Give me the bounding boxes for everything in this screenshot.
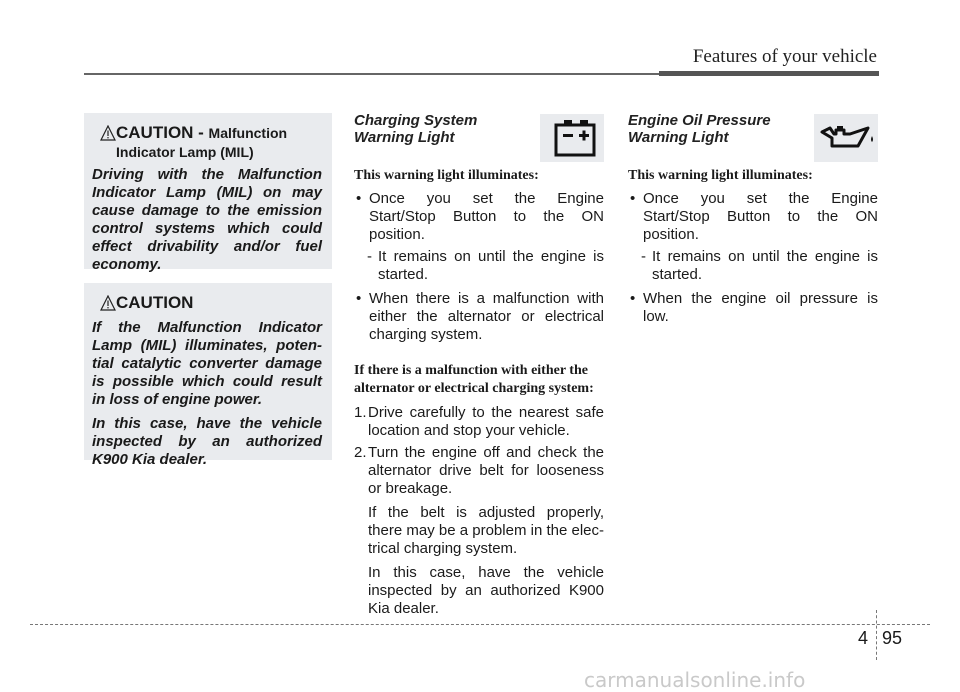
list-item: • When there is a malfunction with either the alternator or electrical charging system.	[356, 290, 604, 343]
list-item: • When the engine oil pressure is low.	[630, 290, 878, 325]
sub-item: - It remains on until the engine is started.	[367, 248, 604, 283]
footer-rule	[30, 624, 930, 625]
caution-body	[92, 319, 322, 469]
caution-heading	[92, 123, 322, 160]
sub-item-text: It remains on until the engine is started.	[652, 248, 878, 283]
caution-box-mil	[84, 113, 332, 273]
list-item-text: When there is a malfunction with either the alternator or electrical charging system.	[369, 290, 604, 343]
battery-icon	[540, 114, 604, 162]
caution-text: If the Malfunction Indicator Lamp (MIL) illuminates, poten-tial catalytic converter damage is possible which could result in loss of engine power.	[92, 319, 322, 408]
caution-title: CAUTION -	[116, 123, 209, 142]
caution-subtitle-line2: Indicator Lamp (MIL)	[116, 144, 254, 160]
malfunction-subheading: If there is a malfunction with either the alternator or electrical charging system:	[354, 363, 594, 396]
charging-warning-section	[354, 112, 604, 624]
caution-subtitle: Malfunction	[208, 125, 288, 141]
page-header-title: Features of your vehicle	[692, 46, 877, 67]
oil-can-icon	[814, 114, 878, 162]
step-number: 1.	[354, 404, 367, 421]
step-text: Turn the engine off and check the alternator drive belt for looseness or breakage.	[368, 444, 604, 497]
caution-title: CAUTION	[116, 293, 194, 312]
intro-text: This warning light illuminates:	[354, 168, 539, 183]
caution-body	[92, 166, 322, 274]
page-number: 95	[882, 628, 903, 648]
list-item: • Once you set the Engine Start/Stop Button to the ON position.	[630, 190, 878, 243]
watermark: carmanualsonline.info	[584, 668, 806, 692]
step-number: 2.	[354, 444, 367, 461]
page-number-divider	[876, 610, 877, 660]
list-item-text: Once you set the Engine Start/Stop Button to the ON position.	[643, 190, 878, 243]
sub-item-text: It remains on until the engine is started.	[378, 248, 604, 283]
step-text: Drive carefully to the nearest safe location and stop your vehicle.	[368, 404, 604, 439]
caution-heading	[92, 293, 322, 313]
intro-text: This warning light illuminates:	[628, 168, 813, 183]
section-title: Engine Oil Pressure Warning Light	[628, 112, 771, 146]
chapter-number: 4	[858, 628, 869, 648]
paragraph: In this case, have the vehicle inspected by an authorized K900 Kia dealer.	[368, 564, 604, 617]
warning-triangle-icon	[100, 295, 116, 311]
section-title: Charging System Warning Light	[354, 112, 478, 146]
step-item	[354, 444, 604, 498]
paragraph: If the belt is adjusted properly, there may be a problem in the elec-trical charging system.	[368, 504, 604, 557]
oil-pressure-warning-section	[628, 112, 878, 329]
caution-box-catalytic	[84, 283, 332, 468]
list-item-text: When the engine oil pressure is low.	[643, 290, 878, 325]
warning-triangle-icon	[100, 125, 116, 141]
list-item: • Once you set the Engine Start/Stop Button to the ON position.	[356, 190, 604, 243]
caution-text: Driving with the Malfunction Indicator Lamp (MIL) on may cause damage to the emission control systems which could effect drivability and/or fuel economy.	[92, 166, 322, 273]
sub-item: - It remains on until the engine is started.	[641, 248, 878, 283]
list-item-text: Once you set the Engine Start/Stop Button to the ON position.	[369, 190, 604, 243]
header-rule-accent	[659, 71, 879, 76]
caution-text: In this case, have the vehicle inspected by an authorized K900 Kia dealer.	[92, 415, 322, 468]
step-item	[354, 404, 604, 440]
